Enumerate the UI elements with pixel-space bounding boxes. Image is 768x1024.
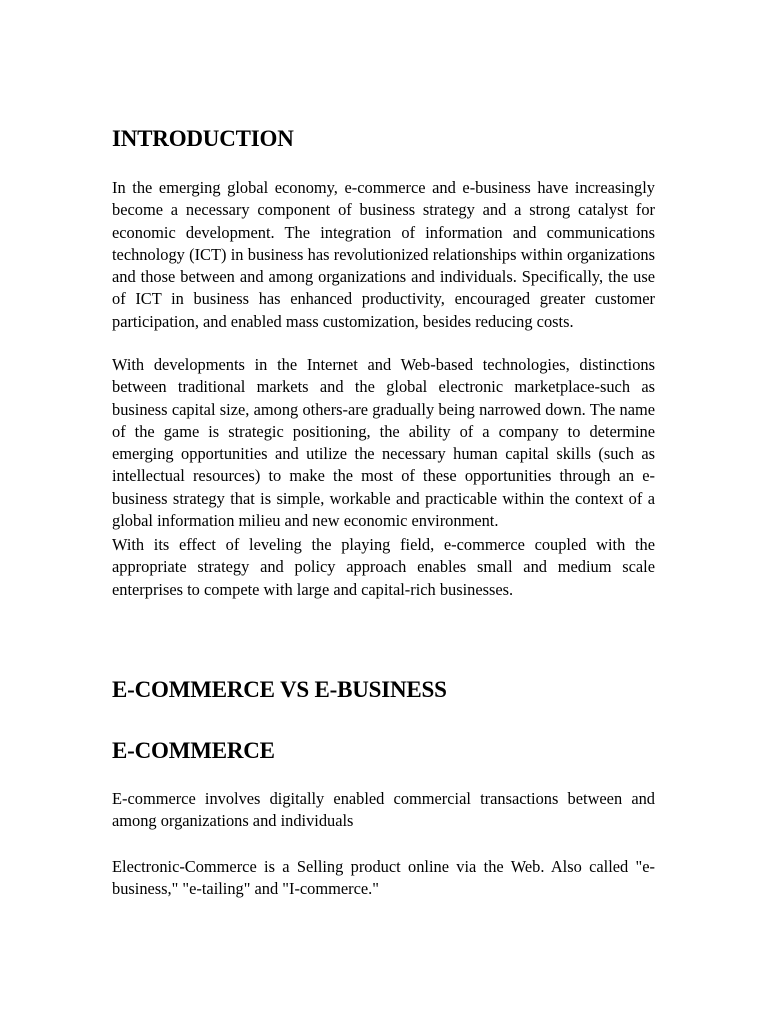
ecommerce-paragraph-1: E-commerce involves digitally enabled commercial transactions between and among organizations and individuals — [112, 789, 655, 831]
intro-paragraph-2: With developments in the Internet and Web-based technologies, distinctions between traditional markets and the global electronic marketplace-such as business capital size, among others-are gradually being narrowed down. The name of the game is strategic positioning, the ability of a company to determine emerging opportunities and utilize the necessary human capital skills (such as intellectual resources) to make the most of these opportunities through an e-business strategy that is simple, workable and practicable within the context of a global information milieu and new economic environment. — [112, 355, 655, 531]
intro-paragraph-1: In the emerging global economy, e-commerce and e-business have increasingly become a necessary component of business strategy and a strong catalyst for economic development. The integration of information and communications technology (ICT) in business has revolutionized relationships within organizations and those between and among organizations and individuals. Specifically, the use of ICT in business has enhanced productivity, encouraged greater customer participation, and enabled mass customization, besides reducing costs. — [112, 178, 655, 331]
ecommerce-vs-ebusiness-heading: E-COMMERCE VS E-BUSINESS — [112, 677, 447, 702]
ecommerce-heading: E-COMMERCE — [112, 738, 275, 763]
intro-paragraph-3: With its effect of leveling the playing field, e-commerce coupled with the appropriate strategy and policy approach enables small and medium scale enterprises to compete with large and capital-rich businesses. — [112, 535, 655, 599]
introduction-heading: INTRODUCTION — [112, 126, 294, 151]
ecommerce-paragraph-2: Electronic-Commerce is a Selling product online via the Web. Also called "e-business," "e-tailing" and "I-commerce." — [112, 857, 655, 899]
